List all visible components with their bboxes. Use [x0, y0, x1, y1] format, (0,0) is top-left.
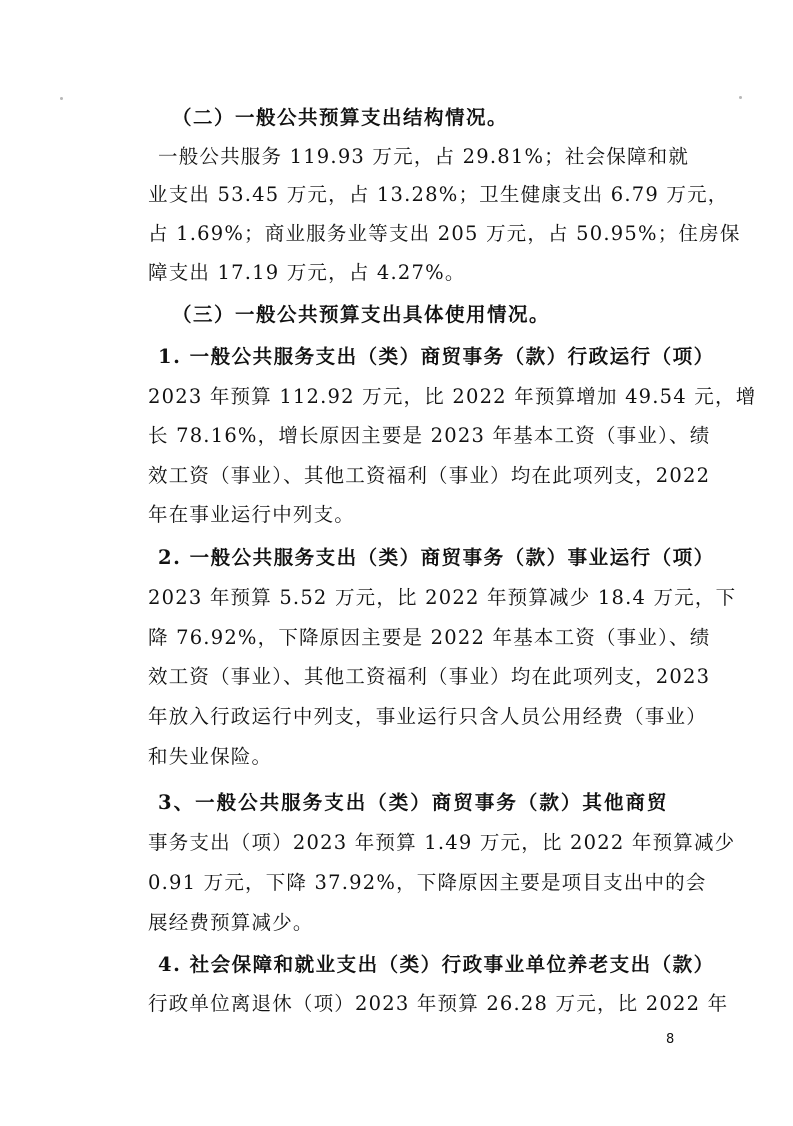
section-heading-3: （三）一般公共预算支出具体使用情况。 [172, 303, 551, 326]
paragraph-line: 障支出 17.19 万元，占 4.27%。 [148, 261, 466, 284]
paragraph-line: 业支出 53.45 万元，占 13.28%；卫生健康支出 6.79 万元， [148, 183, 729, 206]
section-heading-2: （二）一般公共预算支出结构情况。 [172, 106, 509, 129]
item-heading-1: 1. 一般公共服务支出（类）商贸事务（款）行政运行（项） [158, 345, 715, 368]
item-heading-4: 4. 社会保障和就业支出（类）行政事业单位养老支出（款） [158, 953, 715, 976]
item-heading-2: 2. 一般公共服务支出（类）商贸事务（款）事业运行（项） [158, 546, 715, 569]
paragraph-line: 年放入行政运行中列支，事业运行只含人员公用经费（事业） [148, 705, 707, 728]
paragraph-line: 展经费预算减少。 [148, 911, 314, 934]
page-number: 8 [666, 1032, 675, 1047]
scan-dot-left [60, 97, 63, 100]
paragraph-line: 效工资（事业）、其他工资福利（事业）均在此项列支，2023 [148, 665, 711, 688]
item-heading-3: 3、一般公共服务支出（类）商贸事务（款）其他商贸 [158, 791, 668, 814]
paragraph-line: 效工资（事业）、其他工资福利（事业）均在此项列支，2022 [148, 464, 711, 487]
paragraph-line: 长 78.16%，增长原因主要是 2023 年基本工资（事业）、绩 [148, 424, 711, 447]
paragraph-line: 一般公共服务 119.93 万元，占 29.81%；社会保障和就 [158, 145, 690, 168]
paragraph-line: 降 76.92%，下降原因主要是 2022 年基本工资（事业）、绩 [148, 626, 711, 649]
paragraph-line: 占 1.69%；商业服务业等支出 205 万元，占 50.95%；住房保 [148, 222, 741, 245]
paragraph-line: 2023 年预算 112.92 万元，比 2022 年预算增加 49.54 元，增 [148, 385, 757, 408]
paragraph-line: 和失业保险。 [148, 745, 273, 768]
paragraph-line: 0.91 万元，下降 37.92%，下降原因主要是项目支出中的会 [148, 871, 707, 894]
paragraph-line: 行政单位离退休（项）2023 年预算 26.28 万元，比 2022 年 [148, 992, 729, 1015]
scan-dot-right [739, 96, 742, 99]
paragraph-line: 2023 年预算 5.52 万元，比 2022 年预算减少 18.4 万元，下 [148, 586, 737, 609]
paragraph-line: 年在事业运行中列支。 [148, 503, 356, 526]
paragraph-line: 事务支出（项）2023 年预算 1.49 万元，比 2022 年预算减少 [148, 831, 736, 854]
